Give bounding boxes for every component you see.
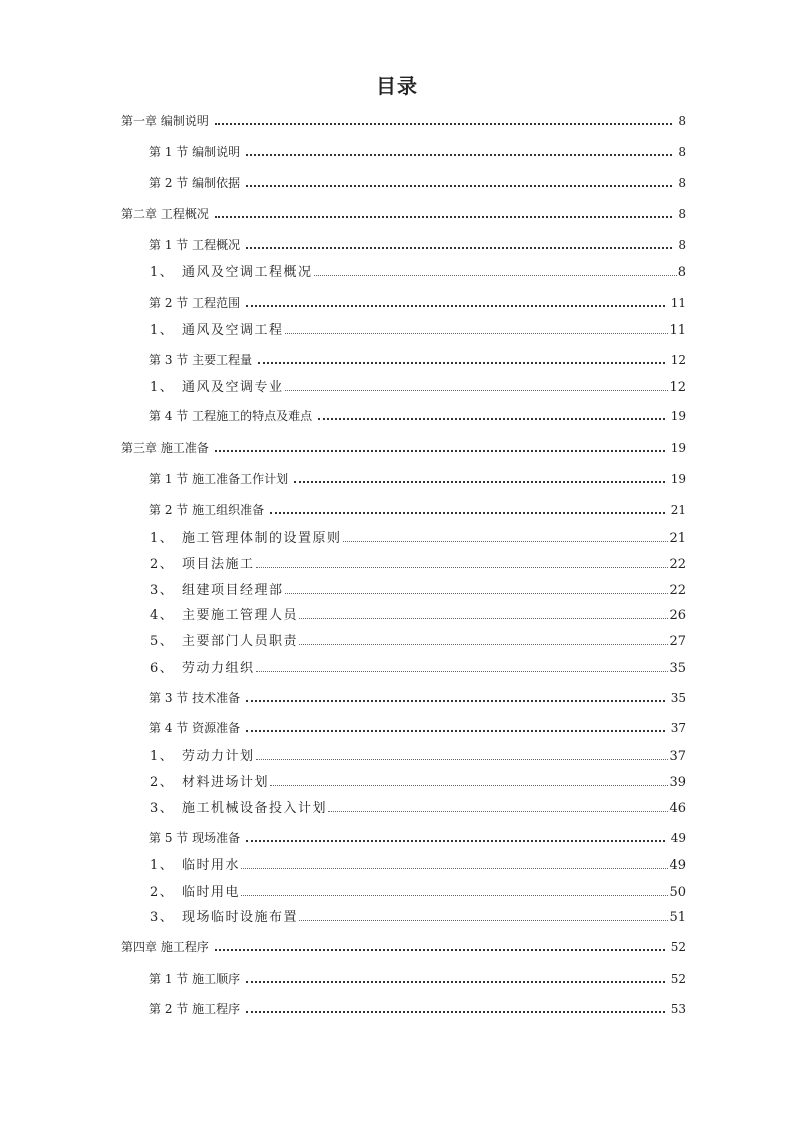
toc-entry-number: 3、 — [150, 583, 175, 598]
toc-page-number: 19 — [670, 409, 686, 423]
toc-entry-section[interactable] — [149, 235, 686, 253]
toc-page-number: 53 — [670, 1002, 686, 1016]
toc-entry-text: 材料进场计划 — [182, 775, 270, 790]
toc-entry-label: 第 2 节 编制依据 — [149, 176, 241, 190]
toc-page-number: 11 — [669, 323, 686, 338]
toc-entry-section[interactable] — [149, 828, 686, 846]
toc-entry-item[interactable] — [150, 321, 686, 339]
toc-page-number: 22 — [669, 583, 686, 598]
toc-entry-number: 1、 — [150, 749, 175, 764]
toc-dot-leader — [343, 529, 669, 542]
toc-entry-label: 第 1 节 工程概况 — [149, 238, 241, 252]
toc-entry-text: 通风及空调专业 — [182, 380, 284, 395]
toc-page-number: 35 — [669, 661, 686, 676]
toc-entry-label — [150, 530, 342, 547]
toc-dot-leader — [246, 688, 665, 702]
toc-entry-item[interactable] — [150, 606, 686, 624]
toc-entry-chapter[interactable] — [121, 438, 686, 456]
toc-entry-label: 第 1 节 施工准备工作计划 — [149, 472, 289, 486]
toc-entry-label: 第 3 节 主要工程量 — [149, 353, 253, 367]
toc-page-number: 52 — [670, 940, 686, 954]
toc-entry-text: 施工机械设备投入计划 — [182, 801, 328, 816]
toc-page-number: 50 — [669, 885, 686, 900]
toc-page-number: 52 — [670, 972, 686, 986]
toc-entry-label: 第 1 节 编制说明 — [149, 145, 241, 159]
toc-entry-text: 劳动力计划 — [182, 749, 255, 764]
toc-page-number: 35 — [670, 691, 686, 705]
toc-dot-leader — [256, 747, 669, 760]
toc-entry-number: 1、 — [150, 380, 175, 395]
toc-entry-section[interactable] — [149, 688, 686, 706]
toc-dot-leader — [318, 406, 665, 420]
toc-entry-item[interactable] — [150, 908, 686, 926]
toc-entry-item[interactable] — [150, 632, 686, 650]
toc-dot-leader — [299, 908, 668, 921]
toc-dot-leader — [270, 773, 668, 786]
toc-entry-label: 第 2 节 工程范围 — [149, 296, 241, 310]
toc-entry-section[interactable] — [149, 718, 686, 736]
toc-title: 目录 — [376, 74, 418, 98]
toc-entry-label — [150, 884, 240, 901]
toc-entry-number: 1、 — [150, 858, 175, 873]
toc-entry-number: 2、 — [150, 775, 175, 790]
toc-entry-number: 3、 — [150, 910, 175, 925]
toc-page-number: 27 — [669, 634, 686, 649]
toc-page-number: 8 — [678, 207, 686, 221]
toc-entry-label: 第一章 编制说明 — [121, 114, 209, 128]
toc-dot-leader — [241, 856, 668, 869]
toc-page-number: 37 — [669, 749, 686, 764]
toc-entry-label: 第 4 节 资源准备 — [149, 721, 241, 735]
toc-entry-label: 第 1 节 施工顺序 — [149, 972, 241, 986]
toc-entry-label — [150, 607, 298, 624]
toc-dot-leader — [246, 293, 665, 307]
toc-entry-section[interactable] — [149, 406, 686, 424]
toc-page-number: 8 — [677, 265, 686, 280]
toc-dot-leader — [246, 173, 672, 187]
toc-dot-leader — [258, 350, 665, 364]
toc-page-number: 51 — [669, 910, 686, 925]
toc-entry-number: 2、 — [150, 557, 175, 572]
toc-entry-item[interactable] — [150, 529, 686, 547]
toc-entry-text: 项目法施工 — [182, 557, 255, 572]
toc-dot-leader — [299, 632, 668, 645]
toc-entry-section[interactable] — [149, 350, 686, 368]
toc-entry-label — [150, 379, 284, 396]
toc-entry-chapter[interactable] — [121, 937, 686, 955]
toc-entry-section[interactable] — [149, 999, 686, 1017]
toc-entry-chapter[interactable] — [121, 111, 686, 129]
toc-entry-item[interactable] — [150, 263, 686, 281]
toc-entry-chapter[interactable] — [121, 204, 686, 222]
toc-entry-text: 劳动力组织 — [182, 661, 255, 676]
toc-entry-label: 第 2 节 施工程序 — [149, 1002, 241, 1016]
toc-entry-label — [150, 857, 240, 874]
toc-entry-label: 第四章 施工程序 — [121, 940, 209, 954]
toc-page-number: 22 — [669, 557, 686, 572]
toc-dot-leader — [246, 969, 665, 983]
toc-entry-label — [150, 264, 313, 281]
toc-page-number: 46 — [669, 801, 686, 816]
toc-entry-label: 第 2 节 施工组织准备 — [149, 503, 265, 517]
toc-entry-number: 3、 — [150, 801, 175, 816]
toc-page-number: 8 — [678, 238, 686, 252]
toc-dot-leader — [215, 438, 665, 452]
toc-page-number: 21 — [670, 503, 686, 517]
toc-entry-item[interactable] — [150, 555, 686, 573]
toc-entry-label: 第 5 节 现场准备 — [149, 831, 241, 845]
toc-entry-label — [150, 582, 284, 599]
toc-entry-text: 临时用水 — [182, 858, 241, 873]
toc-dot-leader — [246, 142, 672, 156]
toc-entry-number: 5、 — [150, 634, 175, 649]
toc-dot-leader — [270, 500, 665, 514]
toc-dot-leader — [256, 659, 669, 672]
toc-page-number: 12 — [669, 380, 686, 395]
toc-page-number: 39 — [669, 775, 686, 790]
toc-dot-leader — [246, 999, 665, 1013]
toc-page-number: 11 — [670, 296, 686, 310]
toc-entry-number: 1、 — [150, 531, 175, 546]
toc-entry-item[interactable] — [150, 581, 686, 599]
toc-entry-item[interactable] — [150, 856, 686, 874]
toc-entry-label: 第二章 工程概况 — [121, 207, 209, 221]
toc-page-number: 49 — [670, 831, 686, 845]
toc-entry-text: 通风及空调工程 — [182, 323, 284, 338]
toc-entry-number: 1、 — [150, 265, 175, 280]
toc-entry-label — [150, 909, 298, 926]
toc-entry-section[interactable] — [149, 293, 686, 311]
toc-entry-text: 临时用电 — [182, 885, 241, 900]
toc-entry-label — [150, 322, 284, 339]
toc-entry-label — [150, 556, 255, 573]
toc-dot-leader — [215, 937, 665, 951]
toc-entry-item[interactable] — [150, 747, 686, 765]
toc-entry-label — [150, 800, 327, 817]
toc-entry-item[interactable] — [150, 378, 686, 396]
toc-entry-text: 主要部门人员职责 — [182, 634, 299, 649]
toc-entry-label: 第 4 节 工程施工的特点及难点 — [149, 409, 313, 423]
toc-entry-label: 第 3 节 技术准备 — [149, 691, 241, 705]
toc-entry-section[interactable] — [149, 173, 686, 191]
toc-entry-label — [150, 633, 298, 650]
toc-page-number: 21 — [669, 531, 686, 546]
toc-entry-section[interactable] — [149, 500, 686, 518]
toc-dot-leader — [246, 828, 665, 842]
toc-entry-section[interactable] — [149, 469, 686, 487]
toc-entry-label — [150, 774, 269, 791]
toc-entry-label — [150, 748, 255, 765]
toc-dot-leader — [241, 883, 668, 896]
toc-page-number: 19 — [670, 441, 686, 455]
toc-dot-leader — [328, 799, 668, 812]
toc-dot-leader — [246, 235, 672, 249]
toc-entry-text: 主要施工管理人员 — [182, 608, 299, 623]
toc-entry-item[interactable] — [150, 773, 686, 791]
toc-entry-item[interactable] — [150, 883, 686, 901]
toc-entry-label: 第三章 施工准备 — [121, 441, 209, 455]
toc-dot-leader — [299, 606, 668, 619]
toc-page-number: 49 — [669, 858, 686, 873]
toc-dot-leader — [294, 469, 665, 483]
toc-page-number: 8 — [678, 176, 686, 190]
toc-dot-leader — [215, 111, 673, 125]
toc-entry-number: 1、 — [150, 323, 175, 338]
toc-dot-leader — [285, 321, 669, 334]
toc-page-number: 12 — [670, 353, 686, 367]
toc-entry-text: 施工管理体制的设置原则 — [182, 531, 342, 546]
toc-entry-item[interactable] — [150, 659, 686, 677]
toc-dot-leader — [215, 204, 673, 218]
toc-dot-leader — [246, 718, 665, 732]
toc-page-number: 8 — [678, 114, 686, 128]
toc-entry-label — [150, 660, 255, 677]
toc-dot-leader — [256, 555, 669, 568]
toc-dot-leader — [314, 263, 677, 276]
toc-page-number: 37 — [670, 721, 686, 735]
toc-entry-number: 4、 — [150, 608, 175, 623]
toc-page-number: 26 — [669, 608, 686, 623]
toc-entry-text: 组建项目经理部 — [182, 583, 284, 598]
toc-entry-text: 现场临时设施布置 — [182, 910, 299, 925]
toc-entry-text: 通风及空调工程概况 — [182, 265, 313, 280]
toc-dot-leader — [285, 378, 669, 391]
toc-entry-number: 2、 — [150, 885, 175, 900]
toc-page-number: 19 — [670, 472, 686, 486]
toc-dot-leader — [285, 581, 669, 594]
toc-entry-item[interactable] — [150, 799, 686, 817]
toc-entry-section[interactable] — [149, 969, 686, 987]
toc-entry-section[interactable] — [149, 142, 686, 160]
toc-entry-number: 6、 — [150, 661, 175, 676]
toc-page-number: 8 — [678, 145, 686, 159]
